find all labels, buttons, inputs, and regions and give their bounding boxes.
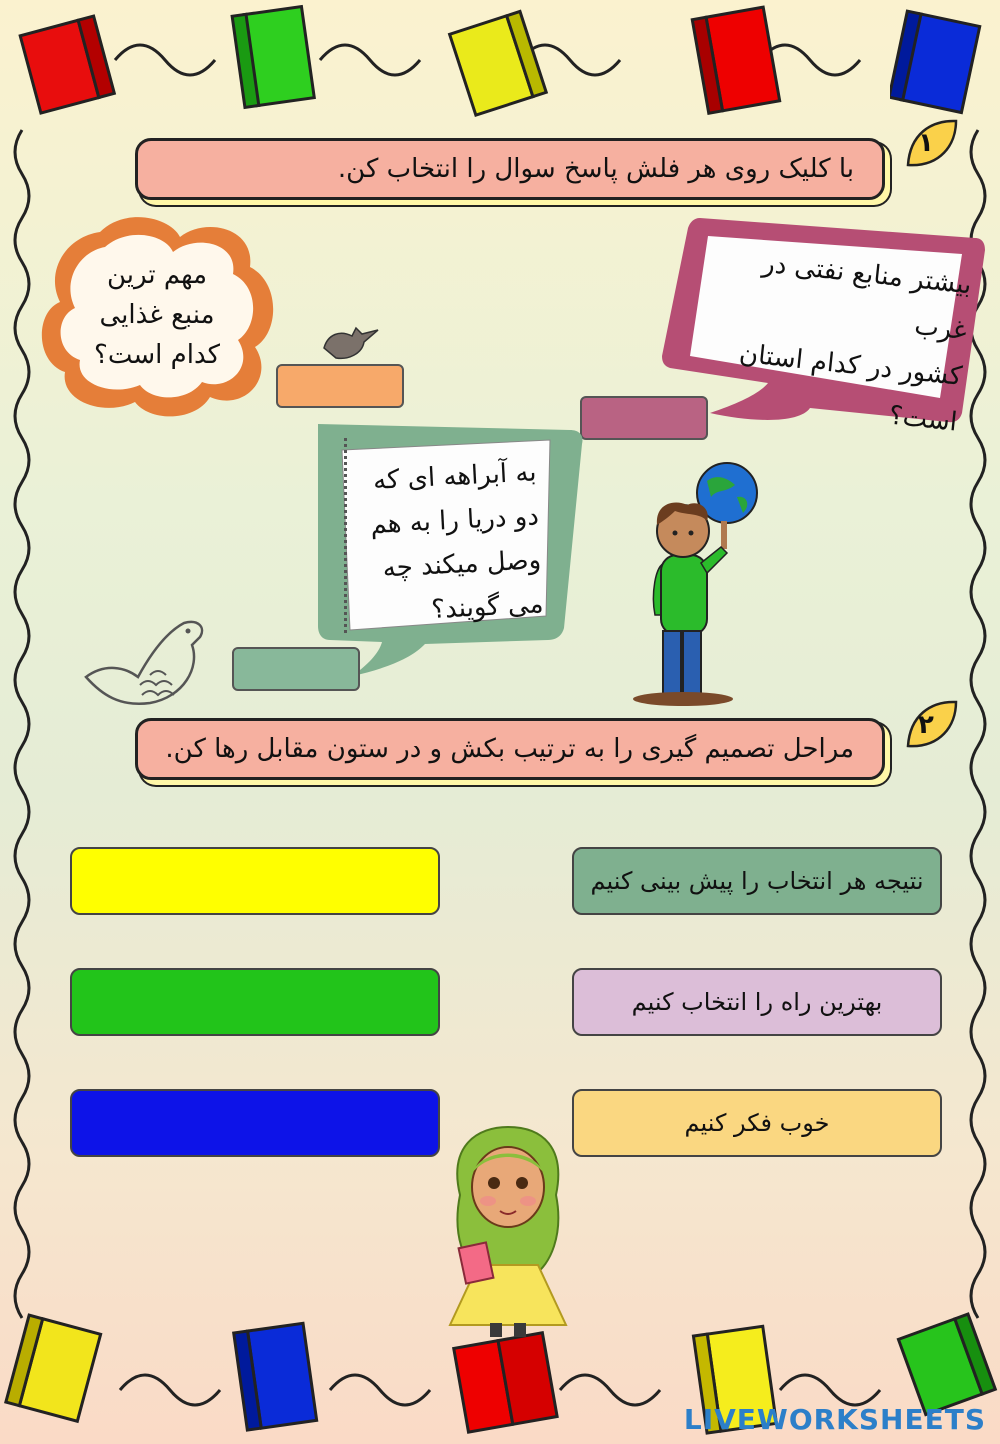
blue-book-icon [890,5,1000,120]
answer-box-1[interactable] [276,364,404,408]
drag-item-label: نتیجه هر انتخاب را پیش بینی کنیم [590,867,924,895]
drop-target-yellow[interactable] [70,847,440,915]
liveworksheets-watermark: LIVEWORKSHEETS [683,1403,986,1436]
section-number-1: ۱ [918,128,934,158]
drag-item-predict-outcome[interactable] [572,847,942,915]
decorative-bird-icon [80,615,210,715]
girl-with-book-illustration [438,1125,578,1340]
green-book-icon [230,0,330,115]
drop-target-green[interactable] [70,968,440,1036]
instruction-bar-2 [135,718,885,780]
instruction-text-1: با کلیک روی هر فلش پاسخ سوال را انتخاب کن. [337,154,854,184]
answer-box-2[interactable] [580,396,708,440]
blue-book-bottom-icon [230,1315,330,1440]
question-1-text: مهم ترین منبع غذایی کدام است؟ [94,260,220,370]
question-3-text: به آبراهه ای که دو دریا را به هم وصل میکند چه می گویند؟ [369,457,545,626]
answer-box-3[interactable] [232,647,360,691]
instruction-text-2: مراحل تصمیم گیری را به ترتیب بکش و در ستون مقابل رها کن. [165,734,854,764]
drag-item-label: بهترین راه را انتخاب کنیم [631,988,883,1016]
red-book-icon [10,5,120,115]
bird-icon [318,322,384,366]
boy-with-globe-illustration [625,455,765,710]
yellow-book-icon [440,5,560,120]
drag-item-choose-best-way[interactable] [572,968,942,1036]
instruction-bar-1 [135,138,885,200]
question-2-text: بیشتر منابع نفتی در غرب کشور در کدام استان است؟ [737,248,974,438]
drop-target-blue[interactable] [70,1089,440,1157]
red-book-2-icon [690,0,790,120]
drag-item-think-well[interactable] [572,1089,942,1157]
yellow-book-bottom-icon [0,1310,120,1430]
drag-item-label: خوب فکر کنیم [684,1109,830,1137]
section-number-2: ۲ [918,710,934,740]
